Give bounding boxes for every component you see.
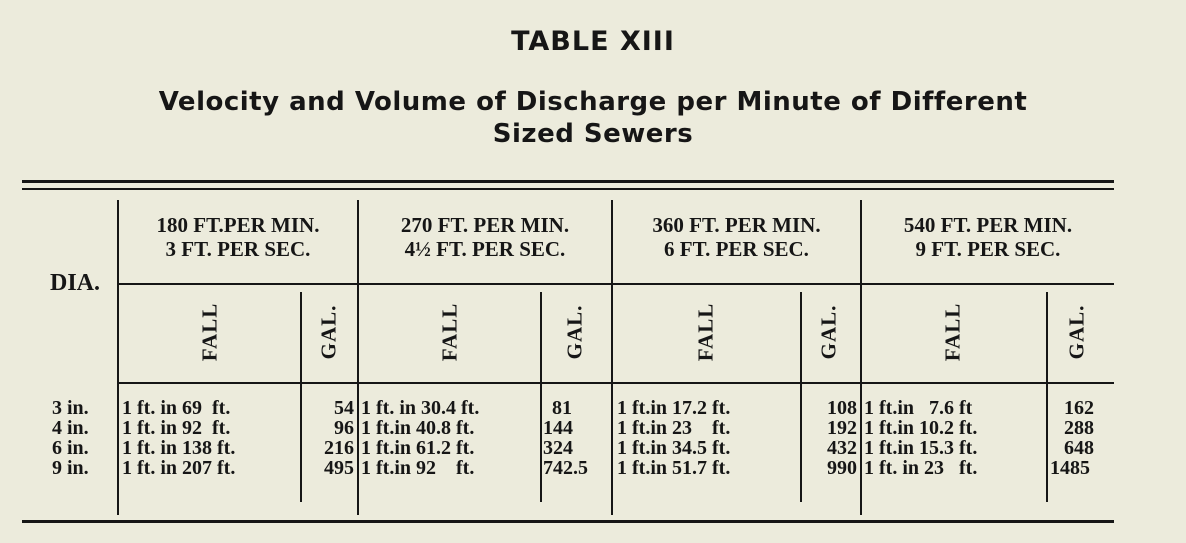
gal-cell: 432 xyxy=(827,437,857,459)
gal-cell: 162 xyxy=(1064,397,1094,419)
table-title: TABLE XIII xyxy=(511,26,675,57)
dia-cell: 9 in. xyxy=(52,457,89,479)
gal-cell: 144 xyxy=(543,417,573,439)
fall-cell: 1 ft.in 23 ft. xyxy=(617,417,731,439)
gal-cell: 54 xyxy=(334,397,354,419)
gal-cell: 742.5 xyxy=(543,457,588,479)
fall-cell: 1 ft. in 30.4 ft. xyxy=(361,397,480,419)
group-270-line2: 4½ FT. PER SEC. xyxy=(404,237,566,261)
fall-cell: 1 ft.in 10.2 ft. xyxy=(864,417,978,439)
gal-header-2: GAL. xyxy=(562,304,587,360)
divider-gal-4 xyxy=(1046,292,1048,502)
group-360-line1: 360 FT. PER MIN. xyxy=(652,213,821,237)
group-header-540 xyxy=(862,213,1114,261)
gal-cell: 495 xyxy=(324,457,354,479)
dia-cell: 6 in. xyxy=(52,437,89,459)
top-double-rule-1 xyxy=(22,180,1114,183)
gal-cell: 81 xyxy=(552,397,572,419)
fall-cell: 1 ft.in 15.3 ft. xyxy=(864,437,978,459)
fall-cell: 1 ft. in 207 ft. xyxy=(122,457,236,479)
divider-gal-2 xyxy=(540,292,542,502)
gal-header-4: GAL. xyxy=(1064,304,1089,360)
dia-cell: 3 in. xyxy=(52,397,89,419)
fall-cell: 1 ft.in 7.6 ft xyxy=(864,397,973,419)
gal-cell: 324 xyxy=(543,437,573,459)
dia-header-text: DIA. xyxy=(49,270,100,296)
gal-cell: 990 xyxy=(827,457,857,479)
gal-cell: 96 xyxy=(334,417,354,439)
table-subtitle xyxy=(40,86,1146,150)
fall-header-2: FALL xyxy=(437,302,462,362)
gal-cell: 1485 xyxy=(1050,457,1090,479)
group-270-line1: 270 FT. PER MIN. xyxy=(400,213,570,237)
subtitle-line-2: Sized Sewers xyxy=(492,119,694,149)
dia-column-header xyxy=(40,270,110,297)
fall-cell: 1 ft. in 23 ft. xyxy=(864,457,978,479)
header-bottom-rule xyxy=(119,382,1114,384)
fall-cell: 1 ft. in 69 ft. xyxy=(122,397,231,419)
group-underline xyxy=(119,283,1114,285)
gal-header-1: GAL. xyxy=(316,304,341,360)
group-540-line2: 9 FT. PER SEC. xyxy=(915,237,1061,261)
group-header-360 xyxy=(613,213,860,261)
fall-header-3: FALL xyxy=(693,302,718,362)
fall-cell: 1 ft. in 138 ft. xyxy=(122,437,236,459)
group-header-270 xyxy=(359,213,611,261)
fall-cell: 1 ft.in 40.8 ft. xyxy=(361,417,475,439)
gal-header-3: GAL. xyxy=(816,304,841,360)
group-540-line1: 540 FT. PER MIN. xyxy=(903,213,1073,237)
gal-cell: 648 xyxy=(1064,437,1094,459)
gal-cell: 288 xyxy=(1064,417,1094,439)
top-double-rule-2 xyxy=(22,188,1114,190)
fall-header-4: FALL xyxy=(940,302,965,362)
fall-cell: 1 ft.in 51.7 ft. xyxy=(617,457,731,479)
fall-cell: 1 ft. in 92 ft. xyxy=(122,417,231,439)
bottom-rule xyxy=(22,520,1114,523)
fall-cell: 1 ft.in 17.2 ft. xyxy=(617,397,731,419)
group-360-line2: 6 FT. PER SEC. xyxy=(664,237,809,261)
gal-cell: 108 xyxy=(827,397,857,419)
group-180-line2: 3 FT. PER SEC. xyxy=(165,237,311,261)
fall-cell: 1 ft.in 61.2 ft. xyxy=(361,437,475,459)
group-180-line1: 180 FT.PER MIN. xyxy=(156,213,320,237)
fall-header-1: FALL xyxy=(197,302,222,362)
fall-cell: 1 ft.in 34.5 ft. xyxy=(617,437,731,459)
fall-cell: 1 ft.in 92 ft. xyxy=(361,457,475,479)
group-header-180 xyxy=(119,213,357,261)
dia-cell: 4 in. xyxy=(52,417,89,439)
gal-cell: 192 xyxy=(827,417,857,439)
gal-cell: 216 xyxy=(324,437,354,459)
subtitle-line-1: Velocity and Volume of Discharge per Minute of Different xyxy=(158,87,1028,117)
